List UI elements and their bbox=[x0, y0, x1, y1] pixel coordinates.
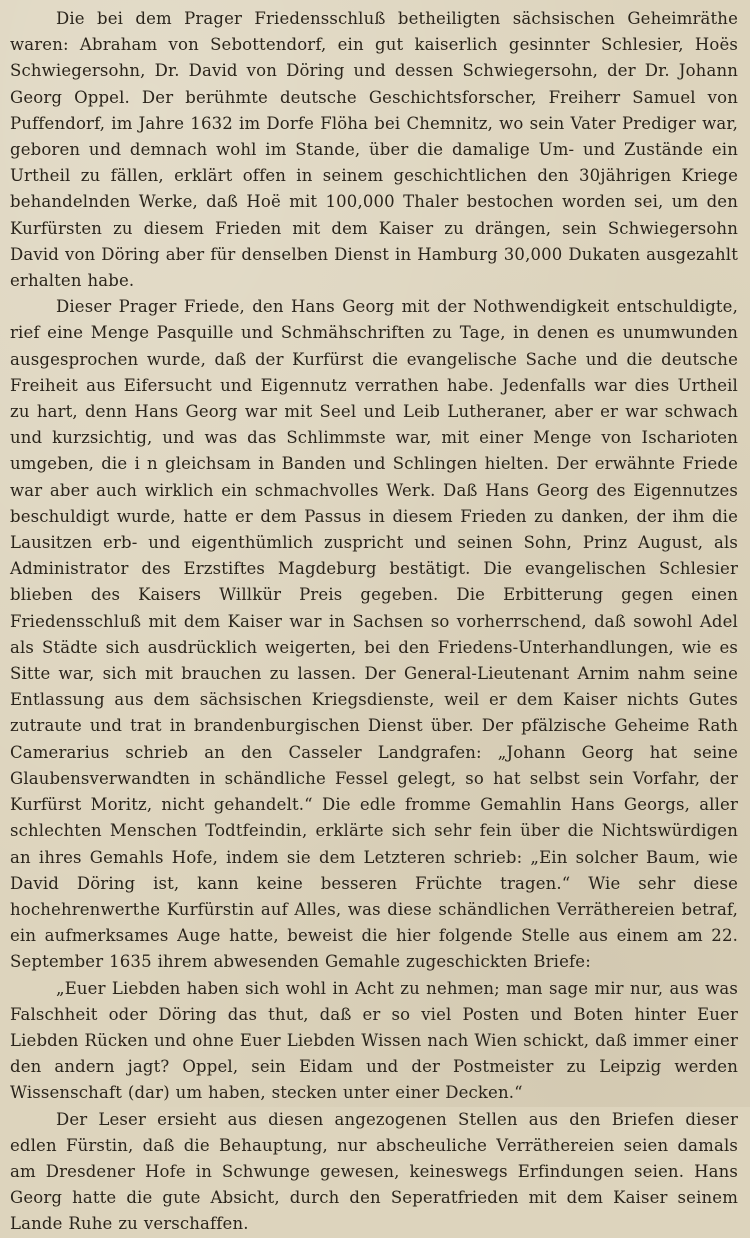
paragraph-2: Dieser Prager Friede, den Hans Georg mit der Nothwendigkeit entschuldigte, rief eine Menge Pasquille und Schmähschriften zu Tage, in denen es unumwunden ausgesprochen wurde, daß der Kurfürst die evangelische Sache und die deutsche Freiheit aus Eifersucht und Eigennutz verrathen habe. Jedenfalls war dies Urtheil zu hart, denn Hans Georg war mit Seel und Leib Lutheraner, aber er war schwach und kurzsichtig, und was das Schlimmste war, mit einer Menge von Ischarioten umgeben, die i n gleichsam in Banden und Schlingen hielten. Der erwähnte Friede war aber auch wirklich ein schmachvolles Werk. Daß Hans Georg des Eigennutzes beschuldigt wurde, hatte er dem Passus in diesem Frieden zu danken, der ihm die Lausitzen erb- und eigenthümlich zuspricht und seinen Sohn, Prinz August, als Administrator des Erzstiftes Magdeburg bestätigt. Die evangelischen Schlesier blieben des Kaisers Willkür Preis gegeben. Die Erbitterung gegen einen Friedensschluß mit dem Kaiser war in Sachsen so vorherrschend, daß sowohl Adel als Städte sich ausdrücklich weigerten, bei den Friedens-Unterhandlungen, wie es Sitte war, sich mit brauchen zu lassen. Der General-Lieutenant Arnim nahm seine Entlassung aus dem sächsischen Kriegsdienste, weil er dem Kaiser nichts Gutes zutraute und trat in brandenburgischen Dienst über. Der pfälzische Geheime Rath Camerarius schrieb an den Casseler Landgrafen: „Johann Georg hat seine Glaubensverwandten in schändliche Fessel gelegt, so hat selbst sein Vorfahr, der Kurfürst Moritz, nicht gehandelt.“ Die edle fromme Gemahlin Hans Georgs, aller schlechten Menschen Todtfeindin, erklärte sich sehr fein über die Nichtswürdigen an ihres Gemahls Hofe, indem sie dem Letzteren schrieb: „Ein solcher Baum, wie David Döring ist, kann keine besseren Früchte tragen.“ Wie sehr diese hochehrenwerthe Kurfürstin auf Alles, was diese schändlichen Verräthereien betraf, ein aufmerksames Auge hatte, beweist die hier folgende Stelle aus einem am 22. September 1635 ihrem abwesenden Gemahle zugeschickten Briefe: bbox=[10, 297, 738, 972]
paragraph-4: Der Leser ersieht aus diesen angezogenen Stellen aus den Briefen dieser edlen Fürstin, daß die Behauptung, nur abscheuliche Verräthereien seien damals am Dresdener Hofe in Schwunge gewesen, keineswegs Erfindungen seien. Hans Georg hatte die gute Absicht, durch den Seperatfrieden mit dem Kaiser seinem Lande Ruhe zu verschaffen. bbox=[10, 1109, 738, 1234]
paragraph-1: Die bei dem Prager Friedensschluß betheiligten sächsischen Geheimräthe waren: Abraham von Sebottendorf, ein gut kaiserlich gesinnter Schlesier, Hoës Schwiegersohn, Dr. David von Döring und dessen Schwiegersohn, der Dr. Johann Georg Oppel. Der berühmte deutsche Geschichtsforscher, Freiherr Samuel von Puffendorf, im Jahre 1632 im Dorfe Flöha bei Chemnitz, wo sein Vater Prediger war, geboren und demnach wohl im Stande, über die damalige Um- und Zustände ein Urtheil zu fällen, erklärt offen in seinem geschichtlichen den 30jährigen Kriege behandelnden Werke, daß Hoë mit 100,000 Thaler bestochen worden sei, um den Kurfürsten zu diesem Frieden mit dem Kaiser zu drängen, sein Schwiegersohn David von Döring aber für denselben Dienst in Hamburg 30,000 Dukaten ausgezahlt erhalten habe. bbox=[10, 9, 738, 291]
paragraph-3-quote: „Euer Liebden haben sich wohl in Acht zu nehmen; man sage mir nur, aus was Falschheit oder Döring das thut, daß er so viel Posten und Boten hinter Euer Liebden Rücken und ohne Euer Liebden Wissen nach Wien schickt, daß immer einer den andern jagt? Oppel, sein Eidam und der Postmeister zu Leipzig werden Wissenschaft (dar) um haben, stecken unter einer Decken.“ bbox=[10, 978, 738, 1103]
